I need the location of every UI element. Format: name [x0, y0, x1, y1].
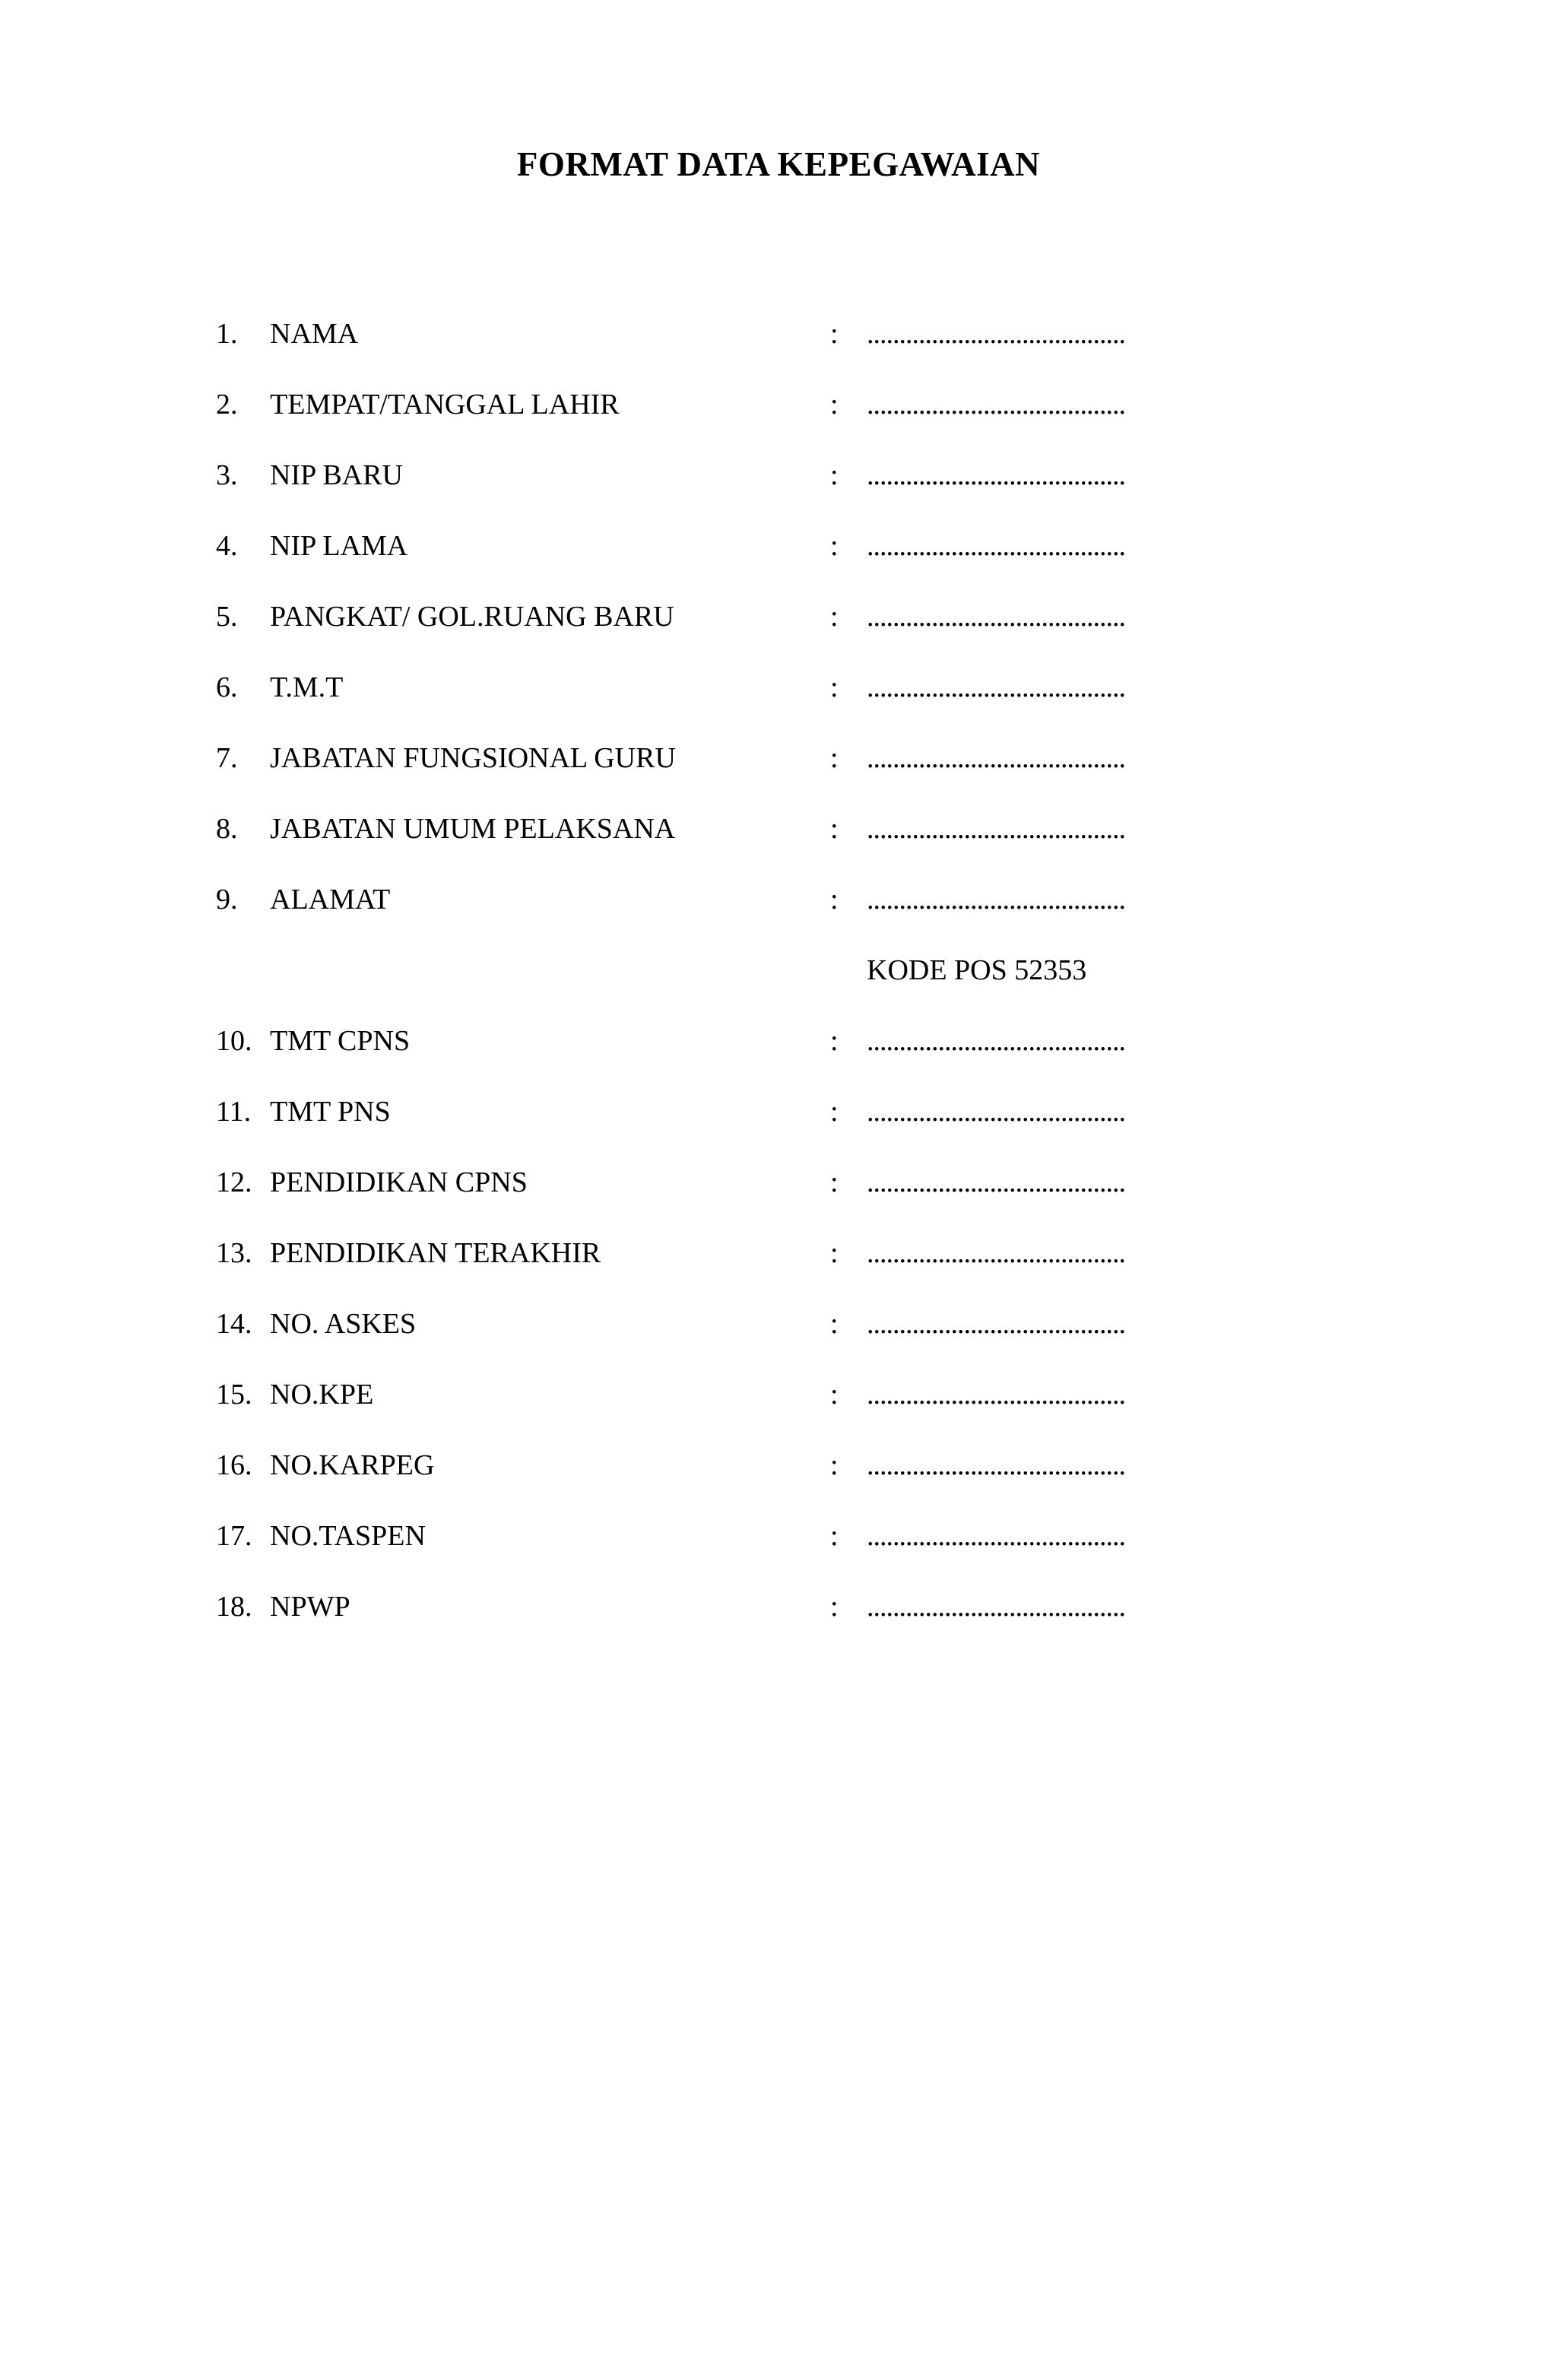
- field-label: PENDIDIKAN CPNS: [270, 1166, 528, 1198]
- field-separator: :: [830, 389, 839, 420]
- field-value-blank: ........................................: [867, 389, 1125, 420]
- row-number: 4.: [216, 530, 238, 562]
- field-value-blank: ........................................: [867, 1025, 1125, 1057]
- field-separator: :: [830, 1166, 839, 1198]
- field-value-blank: ........................................: [867, 1449, 1125, 1481]
- field-value-blank: ........................................: [867, 1237, 1125, 1269]
- field-value-blank: ........................................: [867, 1166, 1125, 1198]
- field-value-blank: ........................................: [867, 1591, 1125, 1623]
- form-row-no-karpeg: [0, 1442, 1557, 1512]
- row-number: 1.: [216, 318, 238, 350]
- field-label: NAMA: [270, 318, 359, 350]
- field-value-blank: ........................................: [867, 1520, 1125, 1552]
- field-label: NIP BARU: [270, 459, 403, 491]
- field-separator: :: [830, 671, 839, 703]
- field-label: JABATAN FUNGSIONAL GURU: [270, 742, 676, 774]
- field-label: NPWP: [270, 1591, 350, 1623]
- row-number: 16.: [216, 1449, 252, 1481]
- postal-code-note: KODE POS 52353: [867, 954, 1087, 986]
- row-number: 15.: [216, 1379, 252, 1411]
- form-row-npwp: [0, 1583, 1557, 1654]
- field-separator: :: [830, 813, 839, 845]
- row-number: 18.: [216, 1591, 252, 1623]
- row-number: 17.: [216, 1520, 252, 1552]
- field-separator: :: [830, 1591, 839, 1623]
- field-value-blank: ........................................: [867, 884, 1125, 916]
- field-label: PENDIDIKAN TERAKHIR: [270, 1237, 601, 1269]
- field-value-blank: ........................................: [867, 1379, 1125, 1411]
- field-separator: :: [830, 1449, 839, 1481]
- row-number: 7.: [216, 742, 238, 774]
- field-label: TEMPAT/TANGGAL LAHIR: [270, 389, 620, 420]
- form-row-pangkat-gol: [0, 593, 1557, 664]
- field-separator: :: [830, 1025, 839, 1057]
- document-title: FORMAT DATA KEPEGAWAIAN: [516, 145, 1041, 183]
- form-row-alamat: [0, 876, 1557, 947]
- field-separator: :: [830, 1096, 839, 1128]
- form-row-jabatan-umum: [0, 805, 1557, 876]
- form-row-nip-baru: [0, 452, 1557, 522]
- row-number: 9.: [216, 884, 238, 916]
- field-separator: :: [830, 1379, 839, 1411]
- form-row-tempat-tanggal-lahir: [0, 381, 1557, 452]
- field-label: TMT CPNS: [270, 1025, 411, 1057]
- field-separator: :: [830, 884, 839, 916]
- field-value-blank: ........................................: [867, 1096, 1125, 1128]
- form-row-no-kpe: [0, 1371, 1557, 1442]
- row-number: 12.: [216, 1166, 252, 1198]
- form-row-pendidikan-terakhir: [0, 1230, 1557, 1300]
- row-number: 11.: [216, 1096, 252, 1128]
- field-value-blank: ........................................: [867, 742, 1125, 774]
- field-value-blank: ........................................: [867, 601, 1125, 633]
- field-label: TMT PNS: [270, 1096, 391, 1128]
- field-separator: :: [830, 318, 839, 350]
- form-row-no-taspen: [0, 1512, 1557, 1583]
- field-separator: :: [830, 530, 839, 562]
- field-separator: :: [830, 459, 839, 491]
- field-label: JABATAN UMUM PELAKSANA: [270, 813, 676, 845]
- field-value-blank: ........................................: [867, 1308, 1125, 1340]
- row-number: 2.: [216, 389, 238, 420]
- row-number: 6.: [216, 671, 238, 703]
- form-row-pendidikan-cpns: [0, 1159, 1557, 1230]
- field-label: NO.KARPEG: [270, 1449, 435, 1481]
- field-label: NO.TASPEN: [270, 1520, 426, 1552]
- field-separator: :: [830, 1237, 839, 1269]
- field-label: NIP LAMA: [270, 530, 408, 562]
- field-separator: :: [830, 601, 839, 633]
- form-row-nip-lama: [0, 522, 1557, 593]
- row-number: 14.: [216, 1308, 252, 1340]
- field-separator: :: [830, 1520, 839, 1552]
- field-label: PANGKAT/ GOL.RUANG BARU: [270, 601, 674, 633]
- form-row-nama: [0, 310, 1557, 381]
- form-row-tmt: [0, 664, 1557, 735]
- form-row-tmt-pns: [0, 1088, 1557, 1159]
- field-value-blank: ........................................: [867, 530, 1125, 562]
- form-row-tmt-cpns: [0, 1017, 1557, 1088]
- field-label: NO.KPE: [270, 1379, 374, 1411]
- field-label: T.M.T: [270, 671, 344, 703]
- form-field-list: [0, 310, 1557, 1654]
- row-number: 10.: [216, 1025, 252, 1057]
- row-number: 3.: [216, 459, 238, 491]
- field-separator: :: [830, 1308, 839, 1340]
- row-number: 8.: [216, 813, 238, 845]
- row-number: 5.: [216, 601, 238, 633]
- form-row-no-askes: [0, 1300, 1557, 1371]
- field-label: NO. ASKES: [270, 1308, 417, 1340]
- field-separator: :: [830, 742, 839, 774]
- form-row-jabatan-fungsional: [0, 735, 1557, 805]
- field-label: ALAMAT: [270, 884, 391, 916]
- form-row-address-note: [0, 947, 1557, 1017]
- field-value-blank: ........................................: [867, 318, 1125, 350]
- field-value-blank: ........................................: [867, 813, 1125, 845]
- field-value-blank: ........................................: [867, 671, 1125, 703]
- field-value-blank: ........................................: [867, 459, 1125, 491]
- row-number: 13.: [216, 1237, 252, 1269]
